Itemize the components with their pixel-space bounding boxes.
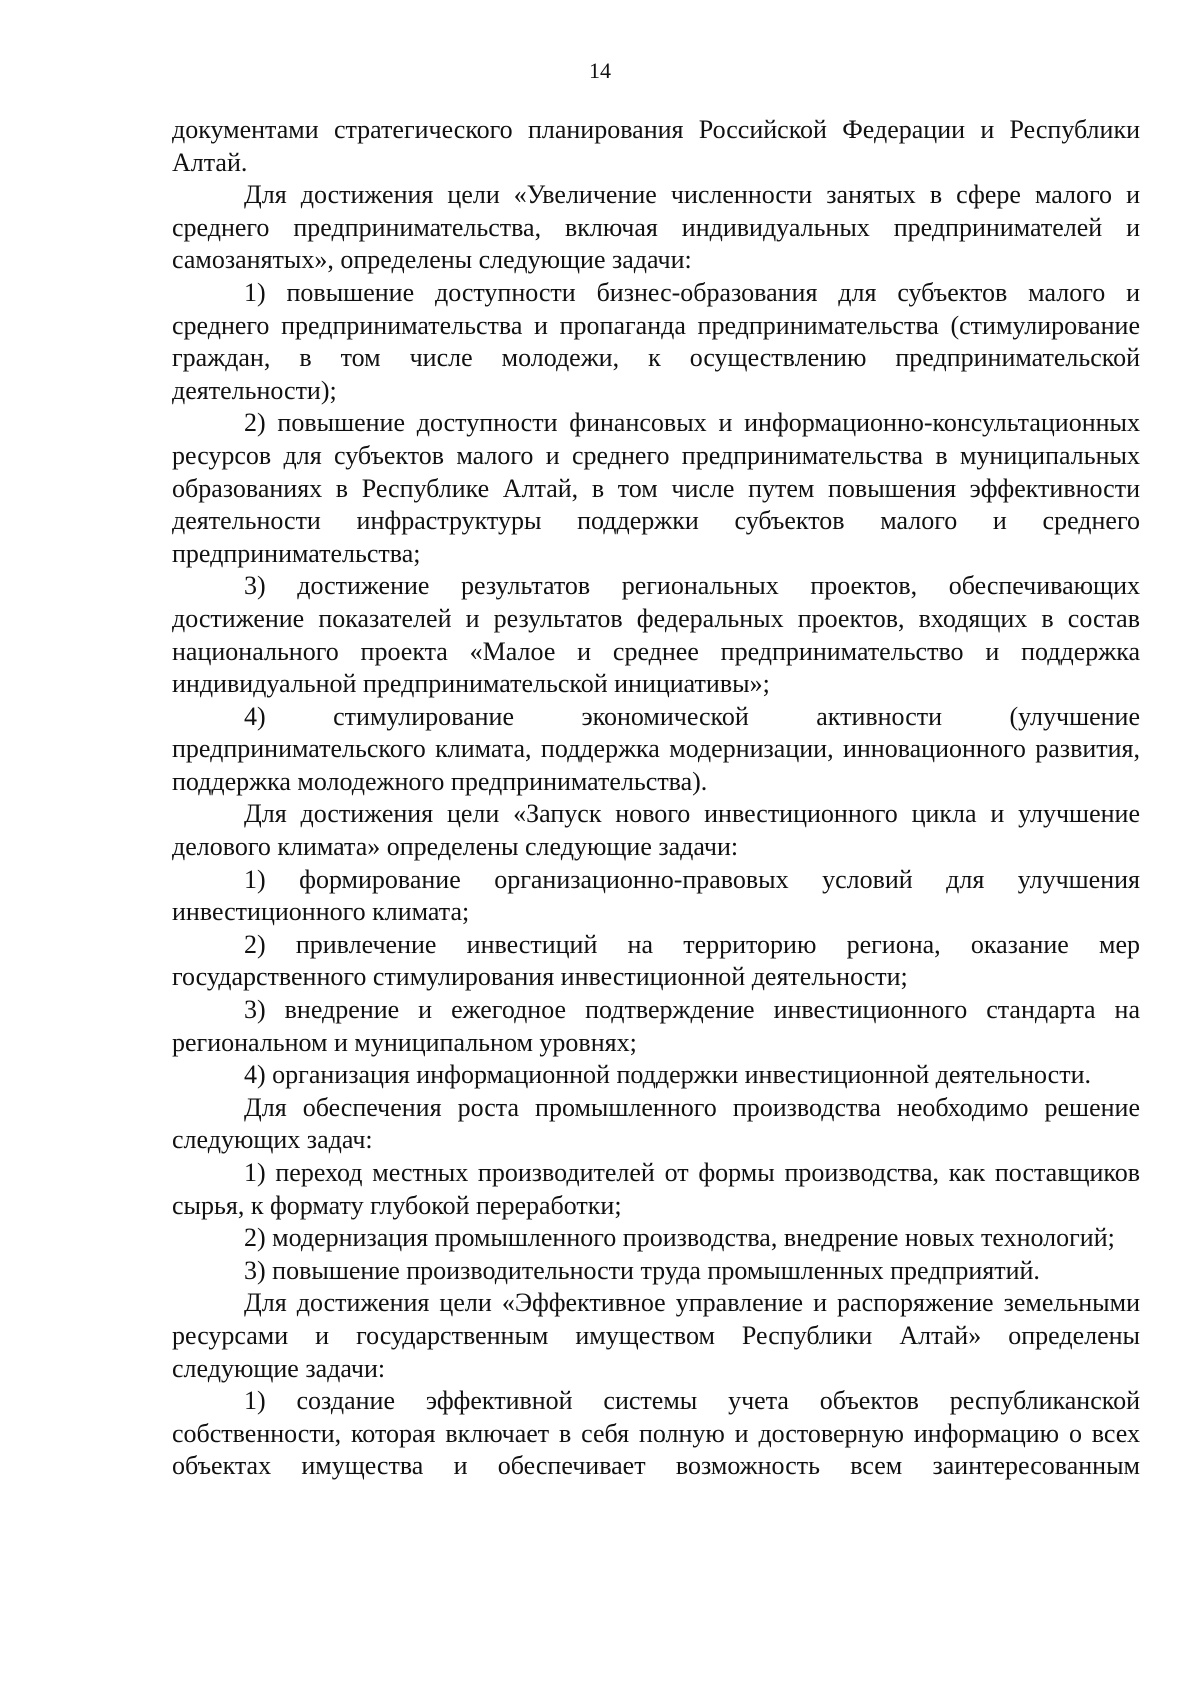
task-item: 2) повышение доступности финансовых и информационно-консультационных ресурсов для субъектов малого и среднего предпринимательства в муниципальных образованиях в Республике Алтай, в том числе путем повышения эффективности деятельности инфраструктуры поддержки субъектов малого и среднего предпринимательства; — [172, 408, 1140, 568]
task-item: 3) достижение результатов региональных проектов, обеспечивающих достижение показателей и результатов федеральных проектов, входящих в состав национального проекта «Малое и среднее предпринимательство и поддержка индивидуальной предпринимательской инициативы»; — [172, 571, 1140, 699]
paragraph-goal-employment: Для достижения цели «Увеличение численности занятых в сфере малого и среднего предпринимательства, включая индивидуальных предпринимателей и самозанятых», определены следующие задачи: — [172, 180, 1140, 275]
task-item: 2) привлечение инвестиций на территорию региона, оказание мер государственного стимулирования инвестиционной деятельности; — [172, 929, 1140, 992]
task-item: 1) переход местных производителей от формы производства, как поставщиков сырья, к формату глубокой переработки; — [172, 1158, 1140, 1220]
task-item: 1) повышение доступности бизнес-образования для субъектов малого и среднего предпринимательства и пропаганда предпринимательства (стимулирование граждан, в том числе молодежи, к осуществлению предпринимательской деятельности); — [172, 277, 1140, 405]
paragraph-industry: Для обеспечения роста промышленного производства необходимо решение следующих задач: — [172, 1092, 1140, 1155]
task-item: 3) внедрение и ежегодное подтверждение инвестиционного стандарта на региональном и муниципальном уровнях; — [172, 995, 1140, 1057]
task-item: 1) создание эффективной системы учета объектов республиканской собственности, которая включает в себя полную и достоверную информацию о всех объектах имущества и обеспечивает возможность всем заинтересованным — [172, 1386, 1140, 1481]
paragraph-goal-property: Для достижения цели «Эффективное управление и распоряжение земельными ресурсами и государственным имуществом Республики Алтай» определены следующие задачи: — [172, 1288, 1140, 1383]
task-item: 3) повышение производительности труда промышленных предприятий. — [244, 1255, 1040, 1285]
task-item: 4) стимулирование экономической активности (улучшение предпринимательского климата, поддержка модернизации, инновационного развития, поддержка молодежного предпринимательства). — [172, 701, 1140, 796]
paragraph-goal-investment: Для достижения цели «Запуск нового инвестиционного цикла и улучшение делового климата» определены следующие задачи: — [172, 799, 1140, 862]
task-item: 4) организация информационной поддержки инвестиционной деятельности. — [244, 1060, 1091, 1090]
page-number: 14 — [589, 58, 611, 83]
document-body — [172, 114, 1140, 1483]
task-item: 1) формирование организационно-правовых условий для улучшения инвестиционного климата; — [172, 864, 1140, 927]
paragraph-continuation: документами стратегического планирования Российской Федерации и Республики Алтай. — [172, 115, 1140, 177]
task-item: 2) модернизация промышленного производства, внедрение новых технологий; — [244, 1223, 1115, 1253]
